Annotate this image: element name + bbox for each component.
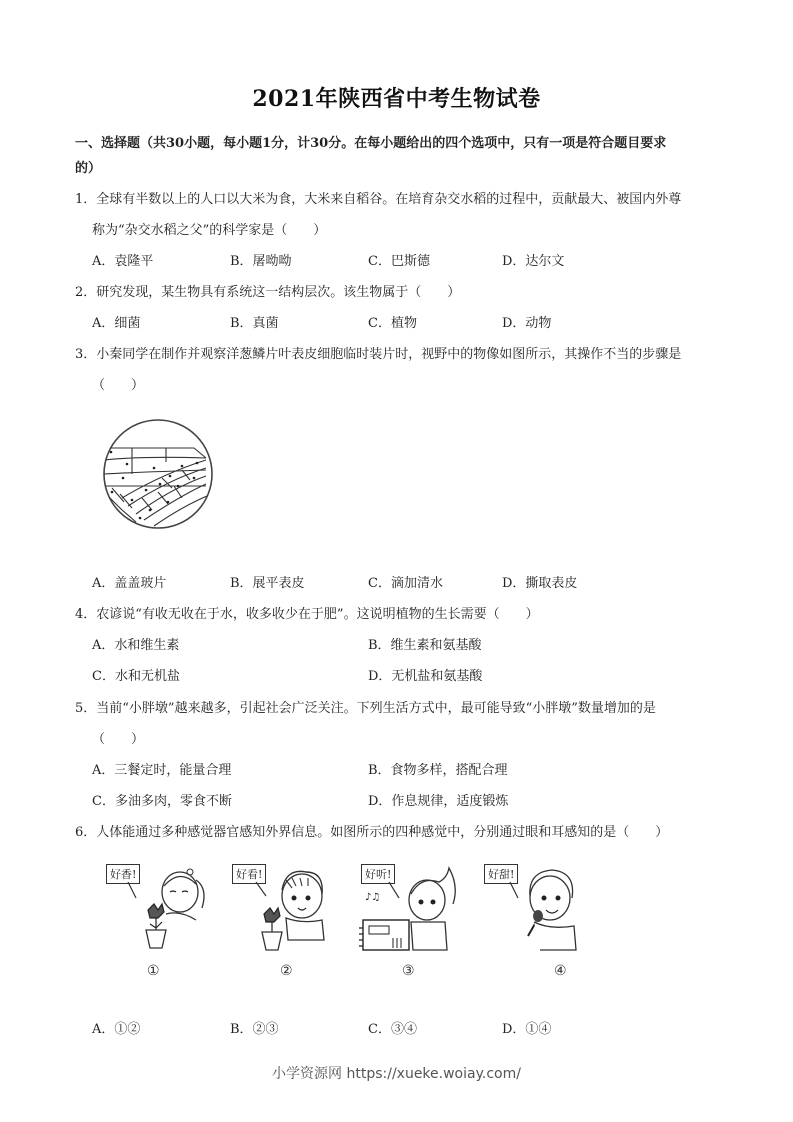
question-6-text: 6．人体能通过多种感觉器官感知外界信息。如图所示的四种感觉中，分别通过眼和耳感知的是（ ） bbox=[75, 825, 669, 840]
question-1-option-c: C．巴斯德 bbox=[368, 254, 430, 269]
question-6-option-a: A．①② bbox=[92, 1022, 141, 1037]
panel-caption: ① bbox=[147, 963, 160, 979]
microscope-view-figure bbox=[102, 418, 214, 530]
question-3-text-cont: （ ） bbox=[92, 378, 145, 393]
question-4-option-c: C．水和无机盐 bbox=[92, 669, 180, 684]
question-5-option-d: D．作息规律，适度锻炼 bbox=[368, 794, 509, 809]
question-3-option-a: A．盖盖玻片 bbox=[92, 576, 167, 591]
question-5-text: 5．当前“小胖墩”越来越多，引起社会广泛关注。下列生活方式中，最可能导致“小胖墩”数量增加的是 bbox=[75, 701, 656, 716]
question-5-option-a: A．三餐定时，能量合理 bbox=[92, 763, 232, 778]
question-2-option-b: B．真菌 bbox=[230, 316, 279, 331]
question-5-option-c: C．多油多肉，零食不断 bbox=[92, 794, 232, 809]
speech-bubble: 好香! bbox=[106, 864, 140, 884]
footer-watermark: 小学资源网 https://xueke.woiay.com/ bbox=[272, 1066, 521, 1082]
question-5-text-cont: （ ） bbox=[92, 732, 145, 747]
speech-bubble: 好甜! bbox=[484, 864, 518, 884]
question-1-option-b: B．屠呦呦 bbox=[230, 254, 292, 269]
section-heading-cont: 的） bbox=[75, 161, 102, 176]
question-4-option-d: D．无机盐和氨基酸 bbox=[368, 669, 483, 684]
question-6-option-d: D．①④ bbox=[502, 1022, 552, 1037]
question-3-option-b: B．展平表皮 bbox=[230, 576, 305, 591]
svg-text:♪♫: ♪♫ bbox=[365, 892, 381, 903]
girl-listening-radio-icon bbox=[355, 858, 465, 958]
section-heading: 一、选择题（共30小题，每小题1分，计30分。在每小题给出的四个选项中，只有一项是符合题目要求 bbox=[75, 136, 667, 151]
question-3-text: 3．小秦同学在制作并观察洋葱鳞片叶表皮细胞临时装片时，视野中的物像如图所示，其操作不当的步骤是 bbox=[75, 347, 682, 362]
sense-panel-1 bbox=[100, 858, 210, 979]
question-2-option-d: D．动物 bbox=[502, 316, 552, 331]
boy-tasting-icon bbox=[482, 858, 592, 958]
page-title: 2021年陕西省中考生物试卷 bbox=[252, 86, 541, 112]
question-5-option-b: B．食物多样，搭配合理 bbox=[368, 763, 508, 778]
question-3-option-d: D．撕取表皮 bbox=[502, 576, 578, 591]
speech-bubble: 好看! bbox=[232, 864, 266, 884]
question-6-option-b: B．②③ bbox=[230, 1022, 279, 1037]
girl-smelling-flower-icon bbox=[100, 858, 210, 958]
panel-caption: ④ bbox=[554, 963, 567, 979]
boy-looking-at-flower-icon bbox=[230, 858, 340, 958]
question-3-option-c: C．滴加清水 bbox=[368, 576, 443, 591]
question-1-text: 1．全球有半数以上的人口以大米为食，大米来自稻谷。在培育杂交水稻的过程中，贡献最大、被国内外尊 bbox=[75, 192, 682, 207]
question-4-text: 4．农谚说“有收无收在于水，收多收少在于肥”。这说明植物的生长需要（ ） bbox=[75, 607, 539, 622]
panel-caption: ③ bbox=[402, 963, 415, 979]
sense-panel-2 bbox=[230, 858, 340, 979]
question-2-option-a: A．细菌 bbox=[92, 316, 141, 331]
panel-caption: ② bbox=[280, 963, 293, 979]
sense-panel-4 bbox=[482, 858, 592, 979]
sense-panel-3 bbox=[355, 858, 465, 979]
question-1-text-cont: 称为“杂交水稻之父”的科学家是（ ） bbox=[92, 223, 327, 238]
question-1-option-a: A．袁隆平 bbox=[92, 254, 154, 269]
question-4-option-b: B．维生素和氨基酸 bbox=[368, 638, 482, 653]
question-6-option-c: C．③④ bbox=[368, 1022, 417, 1037]
question-2-option-c: C．植物 bbox=[368, 316, 417, 331]
speech-bubble: 好听! bbox=[361, 864, 395, 884]
question-1-option-d: D．达尔文 bbox=[502, 254, 565, 269]
question-4-option-a: A．水和维生素 bbox=[92, 638, 180, 653]
question-2-text: 2．研究发现，某生物具有系统这一结构层次。该生物属于（ ） bbox=[75, 285, 461, 300]
